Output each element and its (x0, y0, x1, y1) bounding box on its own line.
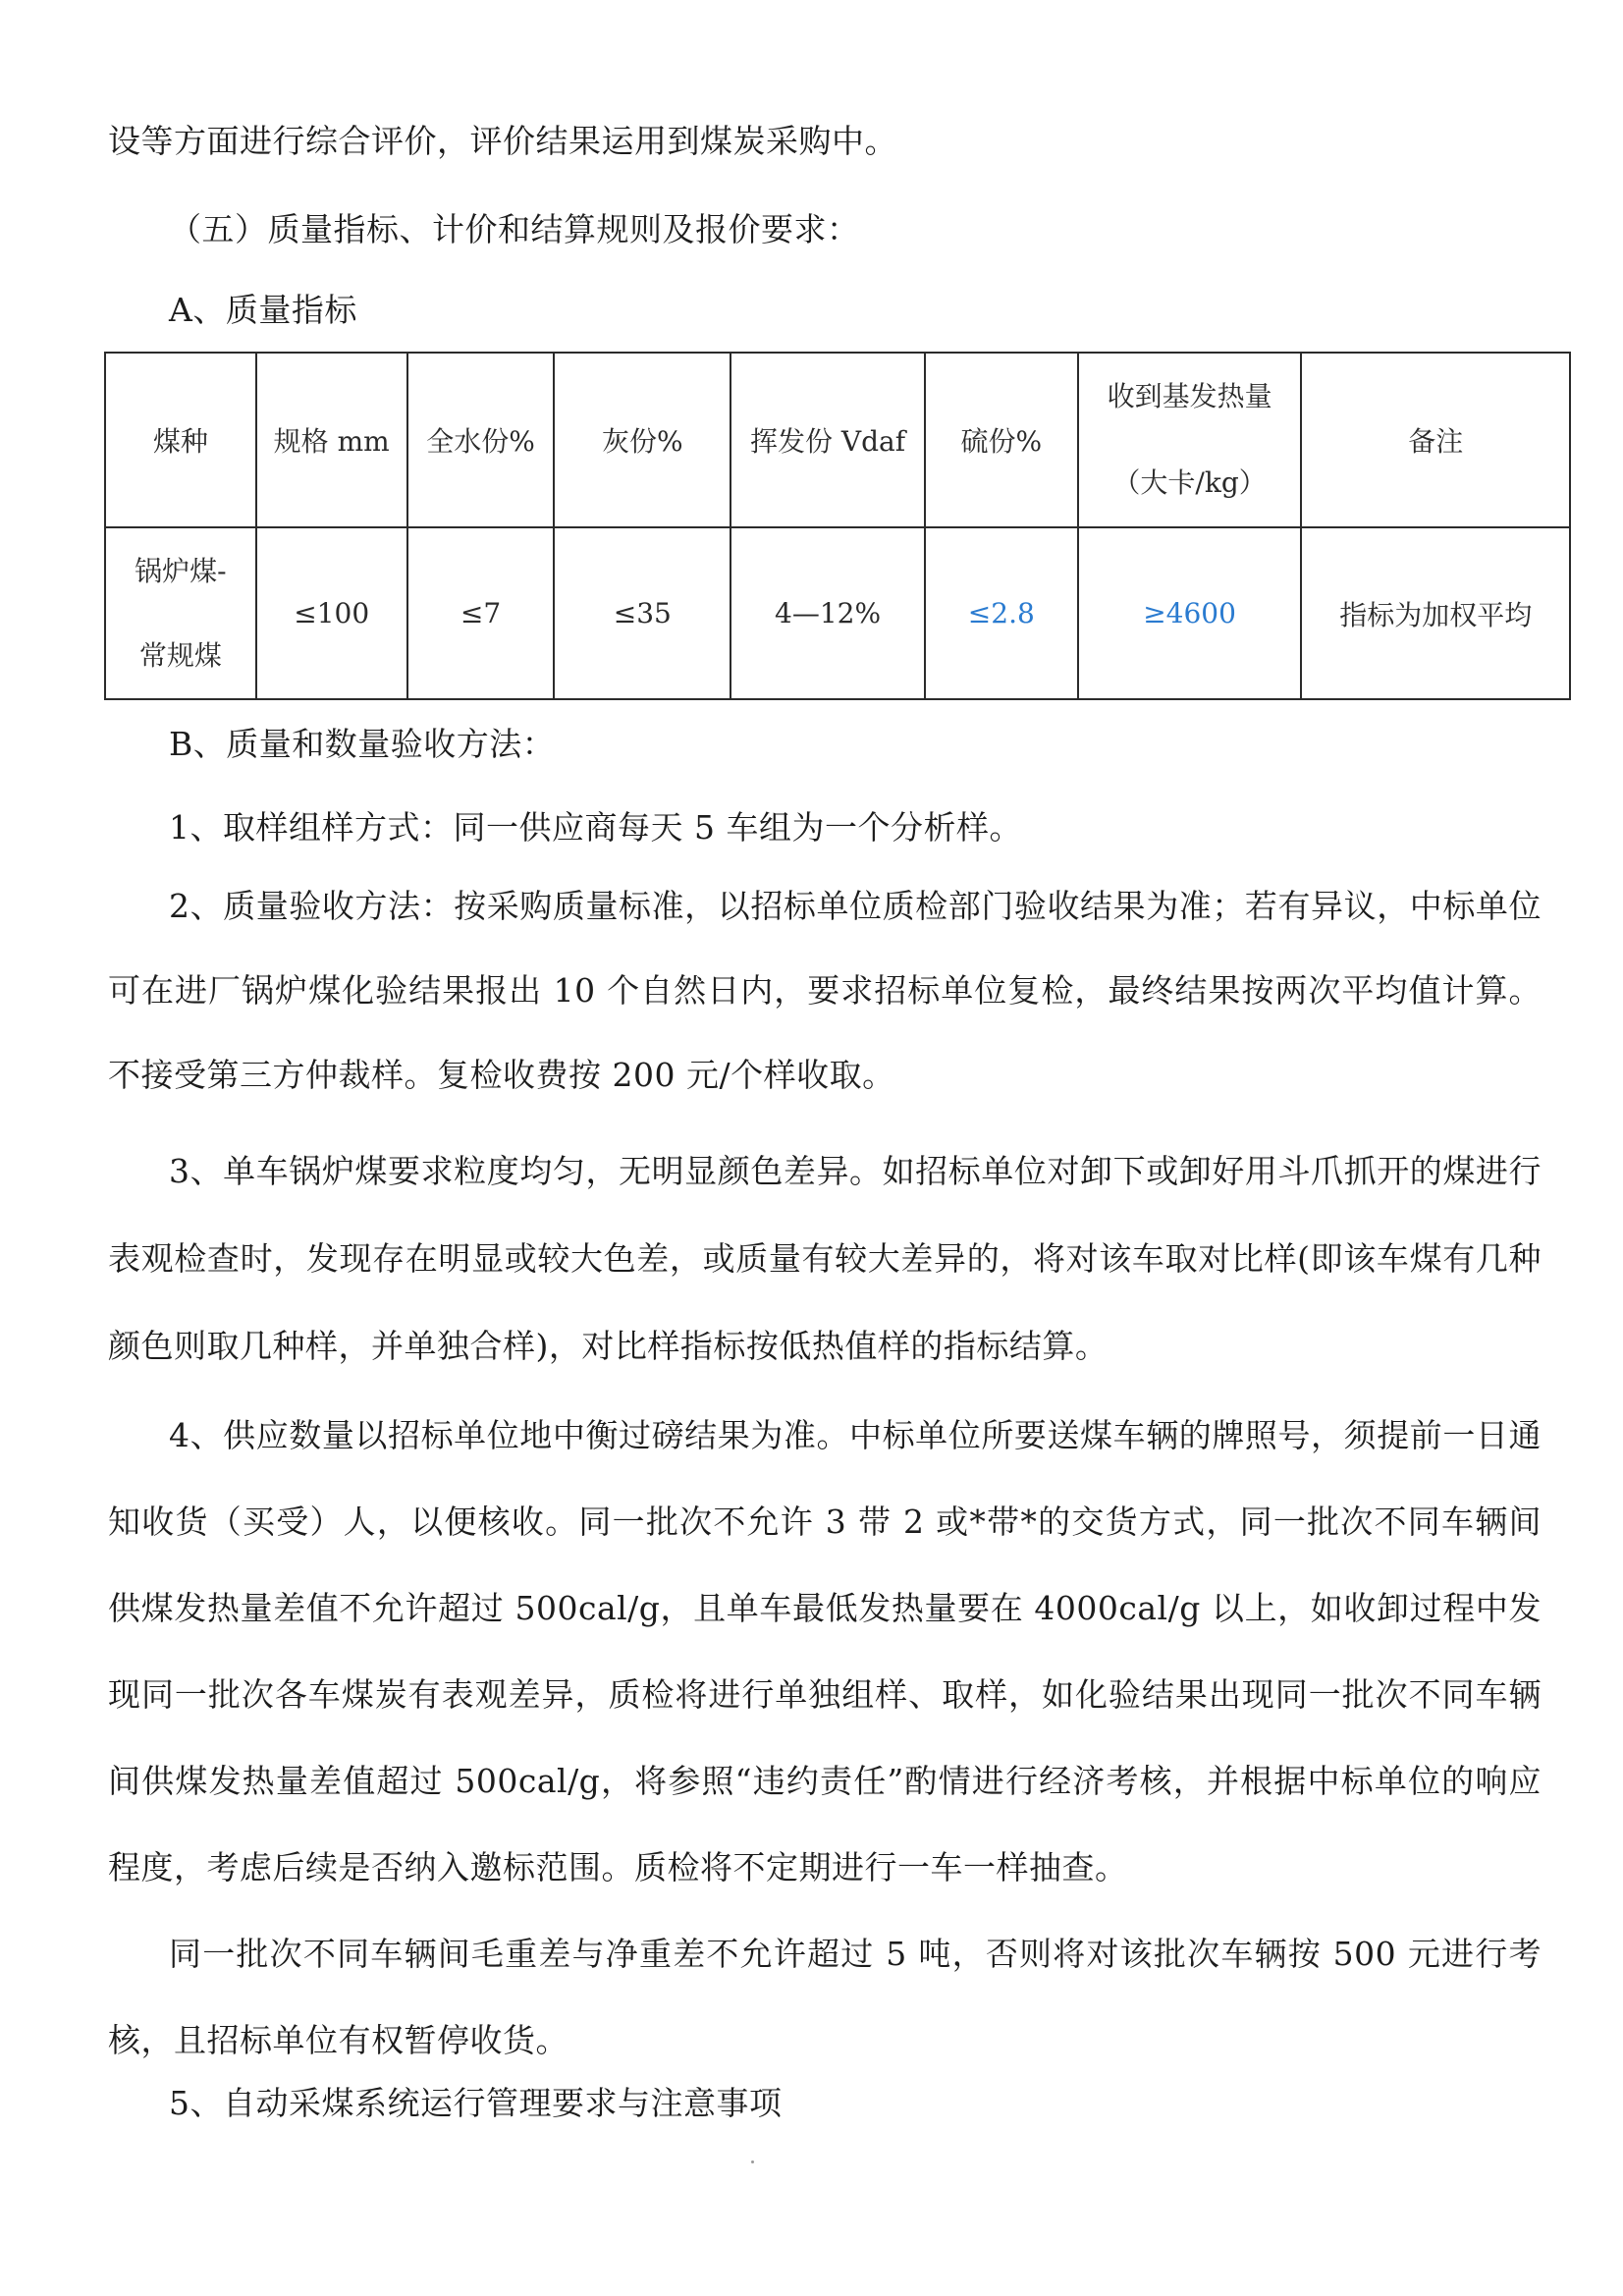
item-5-auto-sampling: 5、自动采煤系统运行管理要求与注意事项 (169, 2084, 783, 2122)
item-2-quality-acceptance: 2、质量验收方法：按采购质量标准，以招标单位质检部门验收结果为准；若有异议，中标单位可在进厂锅炉煤化验结果报出 10 个自然日内，要求招标单位复检，最终结果按两次平均值计算。不接受第三方仲裁样。复检收费按 200 元/个样收取。 (108, 887, 1542, 1094)
table-row (105, 527, 1570, 699)
cell-volatile: 4—12% (730, 527, 925, 699)
cell-coal-type (105, 527, 256, 699)
header-total-moisture: 全水份% (407, 353, 555, 527)
header-sulfur: 硫份% (925, 353, 1078, 527)
header-volatile: 挥发份 Vdaf (730, 353, 925, 527)
cell-coal-type-line1: 锅炉煤- (135, 554, 227, 587)
table-header-row (105, 353, 1570, 527)
section-heading: （五）质量指标、计价和结算规则及报价要求： (169, 210, 860, 248)
subsection-b-heading: B、质量和数量验收方法： (169, 725, 556, 763)
subsection-a-heading: A、质量指标 (169, 291, 357, 329)
intro-line: 设等方面进行综合评价，评价结果运用到煤炭采购中。 (108, 122, 897, 160)
quality-indicator-table (104, 352, 1571, 700)
cell-size: ≤100 (256, 527, 407, 699)
cell-remarks: 指标为加权平均 (1301, 527, 1570, 699)
header-ash: 灰份% (554, 353, 730, 527)
header-calorific-line1: 收到基发热量 (1107, 380, 1272, 412)
cell-coal-type-line2: 常规煤 (138, 638, 222, 672)
weight-difference-paragraph: 同一批次不同车辆间毛重差与净重差不允许超过 5 吨，否则将对该批次车辆按 500 元进行考核，且招标单位有权暂停收货。 (108, 1935, 1542, 2059)
header-size: 规格 mm (256, 353, 407, 527)
item-3-appearance-check: 3、单车锅炉煤要求粒度均匀，无明显颜色差异。如招标单位对卸下或卸好用斗爪抓开的煤进行表观检查时，发现存在明显或较大色差，或质量有较大差异的，将对该车取对比样(即该车煤有几种颜色则取几种样，并单独合样)，对比样指标按低热值样的指标结算。 (108, 1152, 1542, 1365)
item-1-sampling: 1、取样组样方式：同一供应商每天 5 车组为一个分析样。 (169, 808, 1022, 847)
cell-sulfur: ≤2.8 (925, 527, 1078, 699)
item-4-supply-quantity: 4、供应数量以招标单位地中衡过磅结果为准。中标单位所要送煤车辆的牌照号，须提前一日通知收货（买受）人，以便核收。同一批次不允许 3 带 2 或*带*的交货方式，同一批次不同车辆间供煤发热量差值不允许超过 500cal/g，且单车最低发热量要在 4000cal/g 以上，如收卸过程中发现同一批次各车煤炭有表观差异，质检将进行单独组样、取样，如化验结果出现同一批次不同车辆间供煤发热量差值超过 500cal/g，将参照“违约责任”酌情进行经济考核，并根据中标单位的响应程度，考虑后续是否纳入邀标范围。质检将不定期进行一车一样抽查。 (108, 1416, 1542, 1886)
cell-calorific-value: ≥4600 (1078, 527, 1302, 699)
header-coal-type: 煤种 (105, 353, 256, 527)
cell-ash: ≤35 (554, 527, 730, 699)
scan-speck (751, 2160, 754, 2163)
header-calorific-line2: （大卡/kg） (1112, 466, 1267, 499)
header-remarks: 备注 (1301, 353, 1570, 527)
cell-total-moisture: ≤7 (407, 527, 555, 699)
header-calorific-value (1078, 353, 1302, 527)
